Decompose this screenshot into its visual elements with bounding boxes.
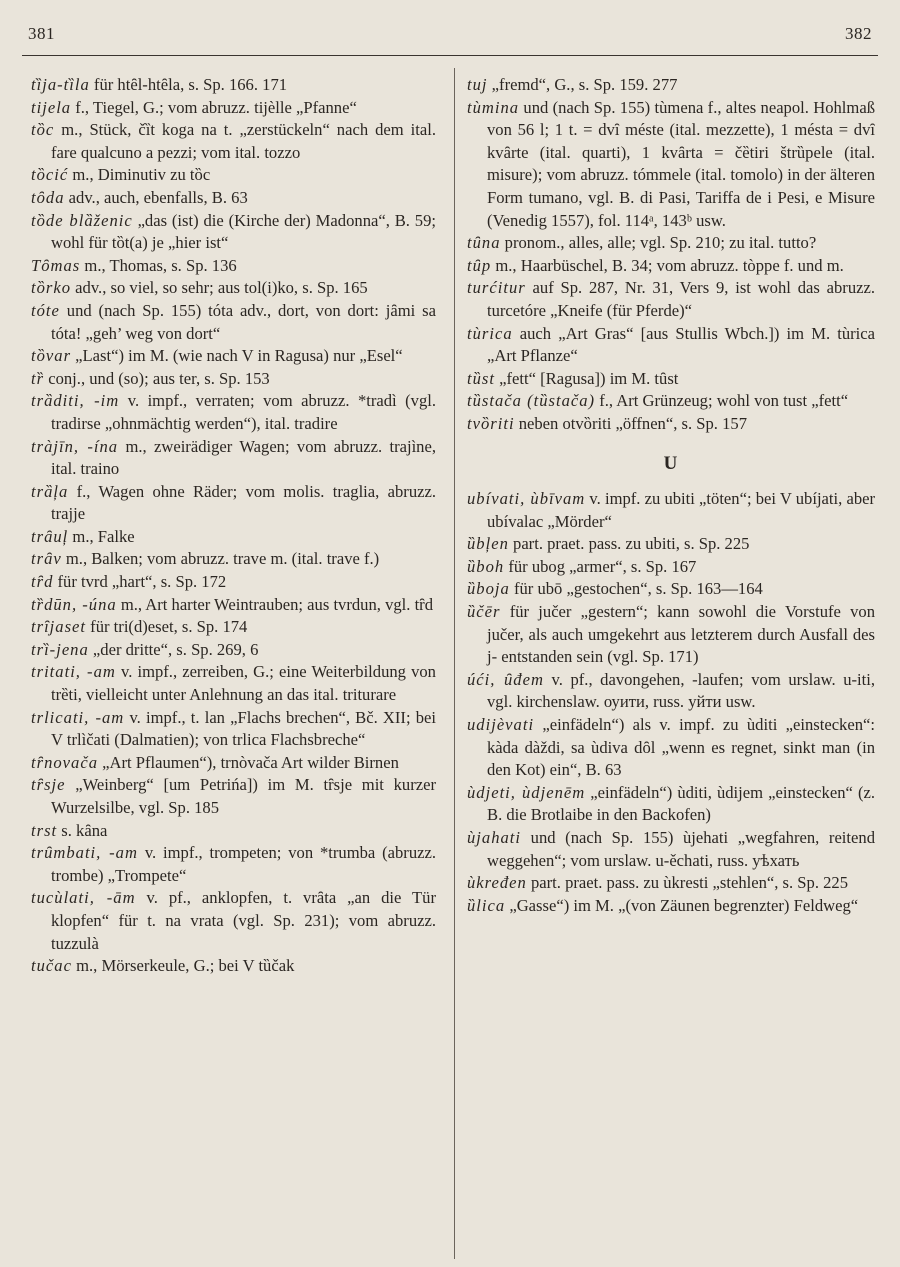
dictionary-entry [31, 74, 436, 97]
entry-headword: tùmina [467, 97, 520, 117]
dictionary-entry [467, 232, 875, 255]
dictionary-entry [467, 488, 875, 533]
dictionary-entry [31, 300, 436, 345]
dictionary-entry [467, 578, 875, 601]
entry-headword: trȉ-jena [31, 639, 89, 659]
entry-definition: m., Haarbüschel, B. 34; vom abruzz. tòppe f. und m. [491, 255, 844, 275]
entry-headword: tȍrko [31, 278, 72, 298]
dictionary-entry [31, 390, 436, 435]
dictionary-entry [31, 255, 436, 278]
page-number-right: 382 [845, 24, 872, 43]
entry-headword: udijèvati [467, 715, 535, 735]
entry-definition: für jučer „gestern“; kann sowohl die Vorstufe von jučer, als auch umgekehrt aus letzterem durch Ausfall des j- entstanden sein (vgl. Sp. 171) [487, 602, 875, 667]
entry-headword: trlicati, -am [31, 707, 125, 727]
entry-headword: ùjahati [467, 828, 522, 847]
entry-headword: trȗmbati, -am [31, 843, 138, 863]
entry-headword: Tȏmas [31, 255, 81, 275]
entry-headword: tȉja-tȉla [31, 75, 90, 94]
entry-headword: trȃv [31, 549, 62, 569]
dictionary-entry [31, 436, 436, 481]
dictionary-entry [467, 277, 875, 322]
entry-definition: für tri(d)eset, s. Sp. 174 [86, 617, 248, 637]
entry-definition: conj., und (so); aus ter, s. Sp. 153 [44, 368, 270, 388]
dictionary-entry [467, 323, 875, 368]
entry-definition: „Weinberg“ [um Petrińa]) im M. tȓsje mit kurzer Wurzelsilbe, vgl. Sp. 185 [51, 775, 436, 817]
entry-definition: v. pf., anklopfen, t. vrȃta „an die Tür klopfen“ für t. na vrata (vgl. Sp. 231); vom abruzz. tuzzulà [51, 888, 436, 953]
entry-definition: pronom., alles, alle; vgl. Sp. 210; zu ital. tutto? [500, 233, 817, 253]
dictionary-entry [31, 594, 436, 617]
dictionary-entry [467, 390, 875, 413]
entry-headword: ùdjeti, ùdjenēm [467, 782, 586, 802]
dictionary-entry [31, 774, 436, 819]
entry-headword: tȑdūn, -úna [31, 594, 117, 614]
entry-definition: „Art Pflaumen“), trnòvača Art wilder Birnen [98, 752, 399, 772]
dictionary-entry [31, 752, 436, 775]
entry-headword: trst [31, 820, 58, 840]
dictionary-entry [467, 872, 875, 895]
entry-headword: tóte [31, 300, 60, 320]
dictionary-entry [467, 255, 875, 278]
entry-definition: m., Art harter Weintrauben; aus tvrdun, vgl. tȓd [116, 594, 434, 614]
entry-headword: trȋjaset [31, 617, 87, 637]
entry-headword: trȁditi, -im [31, 391, 120, 411]
entry-definition: m., Mörserkeule, G.; bei V tȕčak [71, 956, 295, 976]
entry-headword: ȕlica [467, 895, 506, 915]
entry-headword: tràjīn, -ína [31, 436, 119, 456]
dictionary-entry [467, 714, 875, 782]
entry-headword: tȗna [467, 233, 501, 253]
column-divider [454, 68, 455, 1259]
entry-definition: m., Thomas, s. Sp. 136 [80, 255, 237, 275]
entry-headword: tȕstača (tȕstača) [467, 391, 596, 411]
entry-headword: tȓd [31, 572, 54, 592]
entry-definition: s. kȃna [57, 820, 108, 840]
entry-headword: ubívati, ùbīvam [467, 489, 586, 509]
entry-definition: und (nach Sp. 155) tùmena f., altes neapol. Hohlmaß von 56 l; 1 t. = dvȋ méste (ital. mezzette), 1 mésta = dvȋ kvȃrte (ital. quarti), 1 kvȃrta = čȅtiri štrȕpele (ital. misure); vom abruzz. tómmele (ital. tomolo) in der älteren Form tumano, vgl. B. di Pasi, Tariffa de i Pesi, e Misure (Venedig 1557), fol. 114ᵃ, 143ᵇ usw. [487, 97, 875, 230]
dictionary-entry [31, 955, 436, 978]
entry-headword: ùkređen [467, 873, 527, 893]
entry-definition: „fremd“, G., s. Sp. 159. 277 [487, 75, 678, 94]
entry-headword: trȃuļ [31, 526, 69, 546]
entry-headword: tvȍriti [467, 413, 515, 433]
entry-headword: tijela [31, 97, 72, 117]
dictionary-entry [31, 571, 436, 594]
entry-headword: ȕboja [467, 579, 510, 599]
entry-definition: v. impf., t. lan „Flachs brechen“, Bč. XII; bei V trlìčati (Dalmatien); von trlica Flachsbreche“ [51, 707, 436, 750]
entry-definition: „das (ist) die (Kirche der) Madonna“, B. 59; wohl für tȍt(a) je „hier ist“ [51, 210, 436, 253]
dictionary-entry [467, 895, 875, 918]
entry-headword: tȕst [467, 368, 495, 388]
entry-definition: v. impf. zu ubiti „töten“; bei V ubíjati, aber ubívalac „Mörder“ [487, 489, 876, 531]
dictionary-entry [31, 481, 436, 526]
entry-definition: adv., so viel, so sehr; aus tol(i)ko, s. Sp. 165 [71, 278, 368, 298]
entry-definition: „einfädeln“) ùditi, ùdijem „einstecken“ (z. B. die Brotlaibe in den Backofen) [487, 782, 875, 825]
entry-definition: m., zweirädiger Wagen; vom abruzz. trajìne, ital. traino [51, 436, 436, 479]
entry-definition: part. praet. pass. zu ubiti, s. Sp. 225 [508, 534, 750, 554]
dictionary-entry [31, 526, 436, 549]
entry-headword: tȍvar [31, 346, 72, 366]
dictionary-entry [467, 368, 875, 391]
entry-headword: tucùlati, -ām [31, 888, 136, 908]
dictionary-entry [467, 74, 875, 97]
dictionary-entry [467, 827, 875, 872]
dictionary-entry [31, 210, 436, 255]
dictionary-entry [467, 782, 875, 827]
entry-headword: tučac [31, 956, 72, 976]
dictionary-entry [467, 533, 875, 556]
entry-definition: „fett“ [Ragusa]) im M. tȗst [494, 368, 679, 388]
entry-headword: trȁļa [31, 481, 69, 501]
entry-headword: tȍc [31, 120, 55, 140]
dictionary-entry [31, 345, 436, 368]
entry-definition: „der dritte“, s. Sp. 269, 6 [88, 639, 259, 659]
dictionary-entry [31, 661, 436, 706]
entry-headword: tȏda [31, 187, 65, 207]
entry-headword: tȗp [467, 255, 492, 275]
entry-definition: m., Falke [68, 526, 135, 546]
dictionary-entry [31, 277, 436, 300]
entry-definition: v. impf., zerreiben, G.; eine Weiterbildung von trȅti, vielleicht unter Anlehnung an das ital. triturare [51, 662, 436, 705]
entry-definition: für tvrd „hart“, s. Sp. 172 [53, 572, 227, 592]
entry-headword: tùrica [467, 323, 513, 343]
dictionary-entry [467, 97, 875, 233]
dictionary-entry [31, 187, 436, 210]
entry-definition: für ubog „armer“, s. Sp. 167 [504, 556, 697, 576]
entry-definition: f., Wagen ohne Räder; vom molis. traglia, abruzz. trajje [51, 481, 436, 524]
left-column [31, 74, 436, 978]
entry-headword: turćitur [467, 278, 526, 298]
entry-headword: tȍde blȁženic [31, 210, 133, 230]
entry-headword: tȓsje [31, 775, 66, 795]
dictionary-entry [31, 887, 436, 955]
dictionary-entry [467, 413, 875, 436]
entry-definition: neben otvȍriti „öffnen“, s. Sp. 157 [514, 413, 747, 433]
header-rule [22, 55, 878, 56]
entry-definition: auch „Art Gras“ [aus Stullis Wbch.]) im M. tùrica „Art Pflanze“ [487, 323, 875, 366]
entry-definition: adv., auch, ebenfalls, B. 63 [64, 187, 248, 207]
page-number-left: 381 [28, 24, 55, 43]
entry-headword: úći, ȗđem [467, 669, 544, 689]
entry-headword: tuj [467, 75, 488, 94]
entry-headword: tȍcić [31, 165, 69, 185]
entry-definition: f., Tiegel, G.; vom abruzz. tijèlle „Pfanne“ [71, 97, 357, 117]
entry-definition: für htȇl-htȇla, s. Sp. 166. 171 [89, 75, 288, 94]
entry-definition: „Gasse“) im M. „(von Zäunen begrenzter) Feldweg“ [505, 895, 859, 915]
entry-headword: tȑ [31, 368, 45, 388]
entry-definition: v. pf., davongehen, -laufen; vom urslaw. u-iti, vgl. kirchenslaw. оуити, russ. уйти usw. [487, 669, 876, 712]
entry-headword: tȓnovača [31, 752, 98, 772]
letter-heading: U [663, 452, 679, 474]
entry-definition: „Last“) im M. (wie nach V in Ragusa) nur „Esel“ [71, 346, 403, 366]
entry-definition: für ubō „gestochen“, s. Sp. 163—164 [509, 579, 763, 599]
entry-definition: part. praet. pass. zu ùkresti „stehlen“, s. Sp. 225 [526, 873, 849, 893]
entry-definition: m., Stück, čȉt koga na t. „zerstückeln“ nach dem ital. fare qualcuno a pezzi; vom ital. tozzo [51, 120, 436, 162]
dictionary-entry [31, 164, 436, 187]
entry-headword: tritati, -am [31, 662, 116, 682]
dictionary-entry [31, 97, 436, 120]
entry-definition: „einfädeln“) als v. impf. zu ùditi „einstecken“: kàda dàždi, sa ùdiva dȏl „wenn es regnet, sinkt man (in den Kot) ein“, B. 63 [487, 715, 875, 780]
dictionary-entry [31, 820, 436, 843]
entry-definition: und (nach Sp. 155) tóta adv., dort, von dort: jȃmi sa tóta! „geh’ weg von dort“ [51, 300, 436, 343]
entry-headword: ȕčēr [467, 602, 501, 622]
dictionary-entry [467, 601, 875, 669]
dictionary-entry [467, 669, 875, 714]
dictionary-entry [467, 556, 875, 579]
dictionary-entry [31, 548, 436, 571]
entry-definition: und (nach Sp. 155) ùjehati „wegfahren, reitend weggehen“; vom urslaw. u-ěchati, russ. уѣхать [487, 828, 875, 870]
dictionary-entry [31, 368, 436, 391]
dictionary-entry [31, 842, 436, 887]
dictionary-entry [31, 119, 436, 164]
right-column [467, 74, 875, 917]
entry-headword: ȕbļen [467, 534, 509, 554]
entry-definition: v. impf., verraten; vom abruzz. *tradì (vgl. tradirse „ohnmächtig werden“), ital. tradire [51, 391, 436, 433]
entry-headword: ȕboh [467, 556, 505, 576]
dictionary-entry [31, 707, 436, 752]
entry-definition: f., Art Grünzeug; wohl von tust „fett“ [595, 391, 849, 411]
entry-definition: auf Sp. 287, Nr. 31, Vers 9, ist wohl das abruzz. turcetóre „Kneife (für Pferde)“ [487, 278, 875, 320]
entry-definition: v. impf., trompeten; von *trumba (abruzz. trombe) „Trompete“ [51, 843, 437, 885]
dictionary-entry [31, 616, 436, 639]
entry-definition: m., Diminutiv zu tȍc [68, 165, 211, 185]
entry-definition: m., Balken; vom abruzz. trave m. (ital. trave f.) [61, 549, 380, 569]
dictionary-entry [31, 639, 436, 662]
